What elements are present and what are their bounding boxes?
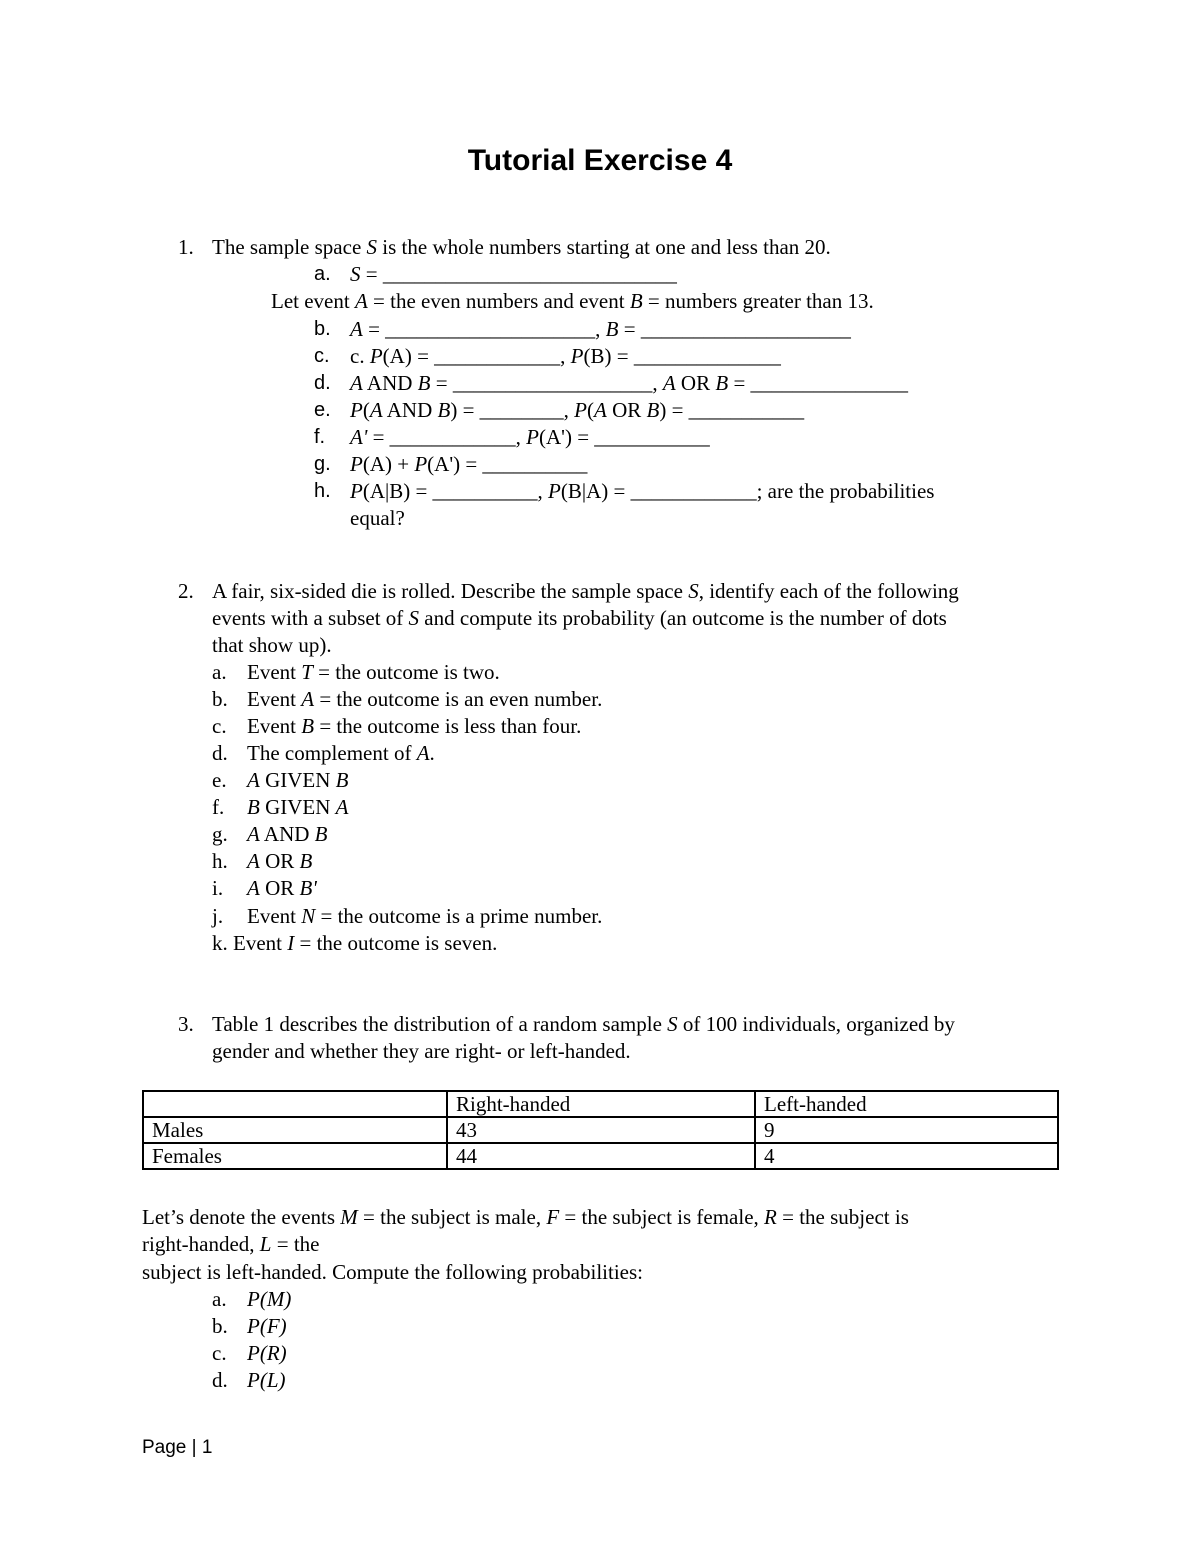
q2d-text (247, 740, 435, 767)
q1b-end: = ____________________ (618, 317, 851, 341)
q2f-text (247, 794, 348, 821)
q2e-var2: B (335, 768, 349, 792)
q2i-var: A (247, 876, 260, 900)
q1e-b1: B (437, 398, 451, 422)
table-cell: 4 (755, 1143, 1058, 1169)
q2g-post: AND (259, 822, 315, 846)
q2e-var: A (247, 768, 260, 792)
q1-let-post: = numbers greater than 13. (642, 289, 874, 313)
q1h-end: = ____________; are the probabilities (608, 479, 935, 503)
q1-number: 1. (178, 235, 194, 259)
q1e-text (350, 397, 804, 424)
q1e-open2: ( (587, 398, 594, 422)
q3-denote-line-1 (142, 1204, 909, 1231)
q3-line-1 (212, 1011, 955, 1038)
q1e-or: OR (606, 398, 647, 422)
q1f-text (350, 424, 710, 451)
page-title: Tutorial Exercise 4 (467, 144, 733, 177)
q1e-a2: A (594, 398, 607, 422)
q2h-label: h. (212, 849, 228, 873)
q1g-plus: + (391, 452, 415, 476)
table-row (143, 1143, 1058, 1169)
q2d-label: d. (212, 741, 228, 765)
q3-d2-pre: right-handed, (142, 1232, 260, 1256)
q2c-text (247, 713, 581, 740)
q2f-label: f. (212, 795, 225, 819)
q1e-p2: P (574, 398, 587, 422)
q2i-post: OR (259, 876, 300, 900)
q2b-label: b. (212, 687, 228, 711)
q3-number: 3. (178, 1012, 194, 1036)
q1b-text (350, 316, 851, 343)
q2k-text (212, 930, 497, 957)
q3-denote-line-3: subject is left-handed. Compute the following probabilities: (142, 1260, 643, 1284)
q1e-end: ) = ___________ (659, 398, 805, 422)
q1d-or: OR (675, 371, 716, 395)
q1f-pa: (A') (539, 425, 572, 449)
q1e-label: e. (314, 399, 331, 421)
q3-d1-r: R (764, 1205, 777, 1229)
q1d-and: AND (362, 371, 418, 395)
q1c-pb: P (570, 344, 584, 368)
q1-let-b: B (629, 289, 643, 313)
q1d-text (350, 370, 908, 397)
q1g-label: g. (314, 453, 331, 475)
q1f-end: = ___________ (571, 425, 710, 449)
q1b-label: b. (314, 318, 331, 340)
table-row (143, 1117, 1058, 1143)
q2i-text (247, 875, 317, 902)
q2-line-2 (212, 605, 947, 632)
q3c-expr: P(R) (247, 1341, 287, 1365)
table-header-row (143, 1091, 1058, 1117)
q2j-text (247, 903, 602, 930)
q1c-b: (B) (583, 344, 612, 368)
q1e-open1: ( (362, 398, 370, 422)
q2a-label: a. (212, 660, 227, 684)
q1b-b: B (605, 317, 619, 341)
q3-line-2: gender and whether they are right- or left-handed. (212, 1039, 631, 1063)
q2f-var: B (247, 795, 260, 819)
q1h-continuation: equal? (350, 506, 405, 530)
q1f-p: P (526, 425, 539, 449)
table-cell: Females (143, 1143, 447, 1169)
table-cell: 43 (447, 1117, 755, 1143)
q1g-p1: P (350, 452, 363, 476)
q2h-post: OR (259, 849, 300, 873)
q2k-label: k. (212, 931, 228, 955)
q1-let-event (271, 288, 874, 315)
q2j-var: N (301, 904, 316, 928)
q1-stem-post: is the whole numbers starting at one and less than 20. (377, 235, 831, 259)
q3-d1-m: M (340, 1205, 358, 1229)
q2b-post: = the outcome is an even number. (314, 687, 603, 711)
q1g-a1: (A) (362, 452, 392, 476)
q2j-post: = the outcome is a prime number. (315, 904, 603, 928)
q1h-ab: (A|B) (362, 479, 411, 503)
q2b-text (247, 686, 602, 713)
q1d-a2: A (662, 371, 676, 395)
table-cell: 44 (447, 1143, 755, 1169)
q1d-end: = _______________ (728, 371, 909, 395)
q1-let-pre: Let event (271, 289, 355, 313)
q2f-var2: A (335, 795, 349, 819)
q3-d2-l: L (259, 1232, 272, 1256)
table-header-cell: Left-handed (755, 1091, 1058, 1117)
q1c-text (350, 343, 781, 370)
q1c-pre: c. (350, 344, 370, 368)
q2k-pre: Event (233, 931, 288, 955)
q3-l1-var: S (667, 1012, 678, 1036)
q2h-var2: B (299, 849, 313, 873)
q1h-ba: (B|A) (560, 479, 609, 503)
q2g-text (247, 821, 328, 848)
page-footer: Page | 1 (142, 1437, 213, 1458)
q2-l1-pre: A fair, six-sided die is rolled. Describe the sample space (212, 579, 689, 603)
q2b-pre: Event (247, 687, 302, 711)
table-header-cell (143, 1091, 447, 1117)
table-cell: 9 (755, 1117, 1058, 1143)
q1a-label: a. (314, 263, 331, 285)
q1e-b2: B (646, 398, 660, 422)
q1f-a: A' (350, 425, 368, 449)
q1b-a: A (350, 317, 363, 341)
q1e-a1: A (369, 398, 383, 422)
q2-number: 2. (178, 579, 194, 603)
q1h-mid: = __________, (410, 479, 549, 503)
q2h-text (247, 848, 312, 875)
table-header-cell: Right-handed (447, 1091, 755, 1117)
q1e-mid: ) = ________, (450, 398, 575, 422)
q1d-b2: B (715, 371, 729, 395)
q1d-label: d. (314, 372, 331, 394)
q2c-post: = the outcome is less than four. (314, 714, 582, 738)
q1-stem-var: S (366, 235, 378, 259)
q1b-mid: = ____________________, (362, 317, 606, 341)
q1g-text (350, 451, 587, 478)
q2d-var: A (416, 741, 430, 765)
q2g-label: g. (212, 822, 228, 846)
q1d-mid: = ___________________, (430, 371, 663, 395)
q2-l2-pre: events with a subset of (212, 606, 409, 630)
q1g-a2: (A') (427, 452, 461, 476)
q1h-text (350, 478, 934, 505)
q3d-label: d. (212, 1368, 228, 1392)
q1g-p2: P (414, 452, 428, 476)
q1d-b1: B (417, 371, 431, 395)
q2-line-3: that show up). (212, 633, 332, 657)
q1c-end: = ______________ (611, 344, 781, 368)
q1d-a1: A (350, 371, 363, 395)
q2a-pre: Event (247, 660, 302, 684)
q2-line-1 (212, 578, 959, 605)
q1c-mid: = ____________, (411, 344, 571, 368)
q2e-post: GIVEN (259, 768, 336, 792)
q1a-var: S (350, 262, 361, 286)
q3a-label: a. (212, 1287, 227, 1311)
q3-d1-f: F (546, 1205, 560, 1229)
q2g-var: A (247, 822, 260, 846)
q1e-and: AND (382, 398, 438, 422)
q2j-label: j. (212, 904, 224, 928)
q2i-var2: B' (299, 876, 317, 900)
q3b-label: b. (212, 1314, 228, 1338)
q1-stem (212, 234, 831, 261)
q1f-mid: = ____________, (367, 425, 527, 449)
q2c-label: c. (212, 714, 227, 738)
q1h-p1: P (350, 479, 363, 503)
q2a-var: T (301, 660, 313, 684)
q3-l1-pre: Table 1 describes the distribution of a random sample (212, 1012, 668, 1036)
q2a-text (247, 659, 500, 686)
q3-d1-a: = the subject is male, (357, 1205, 547, 1229)
q2c-var: B (301, 714, 315, 738)
q3c-label: c. (212, 1341, 227, 1365)
q3b-expr: P(F) (247, 1314, 287, 1338)
q1a-text (350, 261, 677, 288)
q1c-a: (A) (382, 344, 412, 368)
q2b-var: A (301, 687, 315, 711)
q2-l1-post: , identify each of the following (698, 579, 959, 603)
q1a-rest: = ____________________________ (360, 262, 677, 286)
q3-denote-line-2 (142, 1231, 319, 1258)
q2j-pre: Event (247, 904, 302, 928)
q3-d1-c: = the subject is (776, 1205, 909, 1229)
q2d-post: . (429, 741, 435, 765)
q2h-var: A (247, 849, 260, 873)
q3-d1-b: = the subject is female, (559, 1205, 765, 1229)
q1c-pa: P (369, 344, 383, 368)
q3-d1-pre: Let’s denote the events (142, 1205, 341, 1229)
q2e-text (247, 767, 348, 794)
q1f-label: f. (314, 426, 326, 448)
q2k-post: = the outcome is seven. (294, 931, 498, 955)
q2c-pre: Event (247, 714, 302, 738)
q2d-pre: The complement of (247, 741, 417, 765)
q2-l2-post: and compute its probability (an outcome is the number of dots (419, 606, 947, 630)
handedness-table (142, 1090, 1059, 1170)
q2i-label: i. (212, 876, 224, 900)
q1h-label: h. (314, 480, 331, 502)
q1h-p2: P (548, 479, 561, 503)
q3a-expr: P(M) (247, 1287, 292, 1311)
q1-let-mid: = the even numbers and event (367, 289, 630, 313)
q1-let-a: A (354, 289, 368, 313)
q1c-label: c. (314, 345, 330, 367)
q1e-p1: P (350, 398, 363, 422)
q1g-end: = __________ (460, 452, 588, 476)
q2-l2-var: S (408, 606, 420, 630)
q3-l1-post: of 100 individuals, organized by (677, 1012, 955, 1036)
q2f-post: GIVEN (259, 795, 336, 819)
q3d-expr: P(L) (247, 1368, 286, 1392)
q2k-var: I (287, 931, 295, 955)
q2a-post: = the outcome is two. (312, 660, 500, 684)
q3-d2-post: = the (271, 1232, 320, 1256)
q1-stem-pre: The sample space (212, 235, 367, 259)
q2-l1-var: S (688, 579, 699, 603)
table-cell: Males (143, 1117, 447, 1143)
q2e-label: e. (212, 768, 227, 792)
q2g-var2: B (314, 822, 328, 846)
